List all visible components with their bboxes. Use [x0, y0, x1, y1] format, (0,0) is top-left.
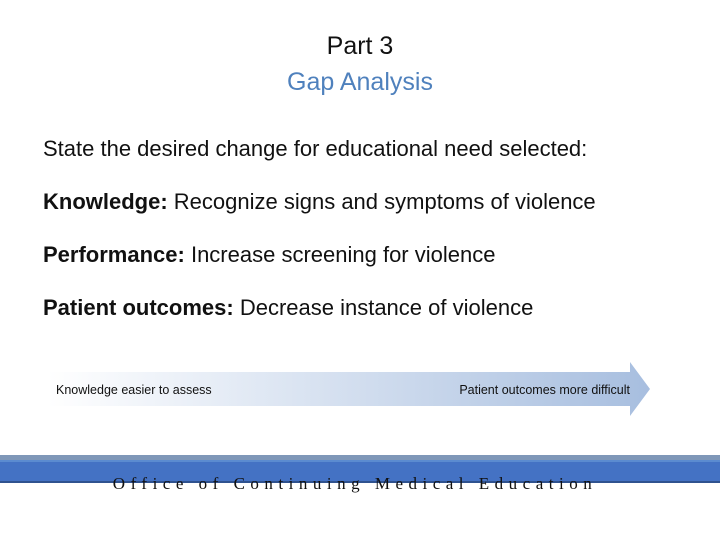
patient-outcomes-label: Patient outcomes:: [43, 295, 234, 320]
knowledge-text: Recognize signs and symptoms of violence: [167, 189, 596, 214]
body-content: [43, 136, 703, 348]
patient-outcomes-line: [43, 295, 703, 321]
performance-line: [43, 242, 703, 268]
gradient-arrow: [48, 362, 650, 416]
arrow-right-label: Patient outcomes more difficult: [459, 383, 630, 397]
slide-subtitle: Gap Analysis: [287, 68, 433, 96]
title-block: [0, 28, 720, 100]
performance-text: Increase screening for violence: [184, 242, 496, 267]
slide-title: Part 3: [326, 32, 394, 60]
patient-outcomes-text: Decrease instance of violence: [233, 295, 534, 320]
performance-label: Performance:: [43, 242, 185, 267]
intro-text: State the desired change for educational need selected:: [43, 136, 588, 161]
knowledge-label: Knowledge:: [43, 189, 168, 214]
knowledge-line: [43, 189, 703, 215]
footer-text: Office of Continuing Medical Education: [112, 474, 598, 493]
arrow-left-label: Knowledge easier to assess: [56, 383, 212, 397]
